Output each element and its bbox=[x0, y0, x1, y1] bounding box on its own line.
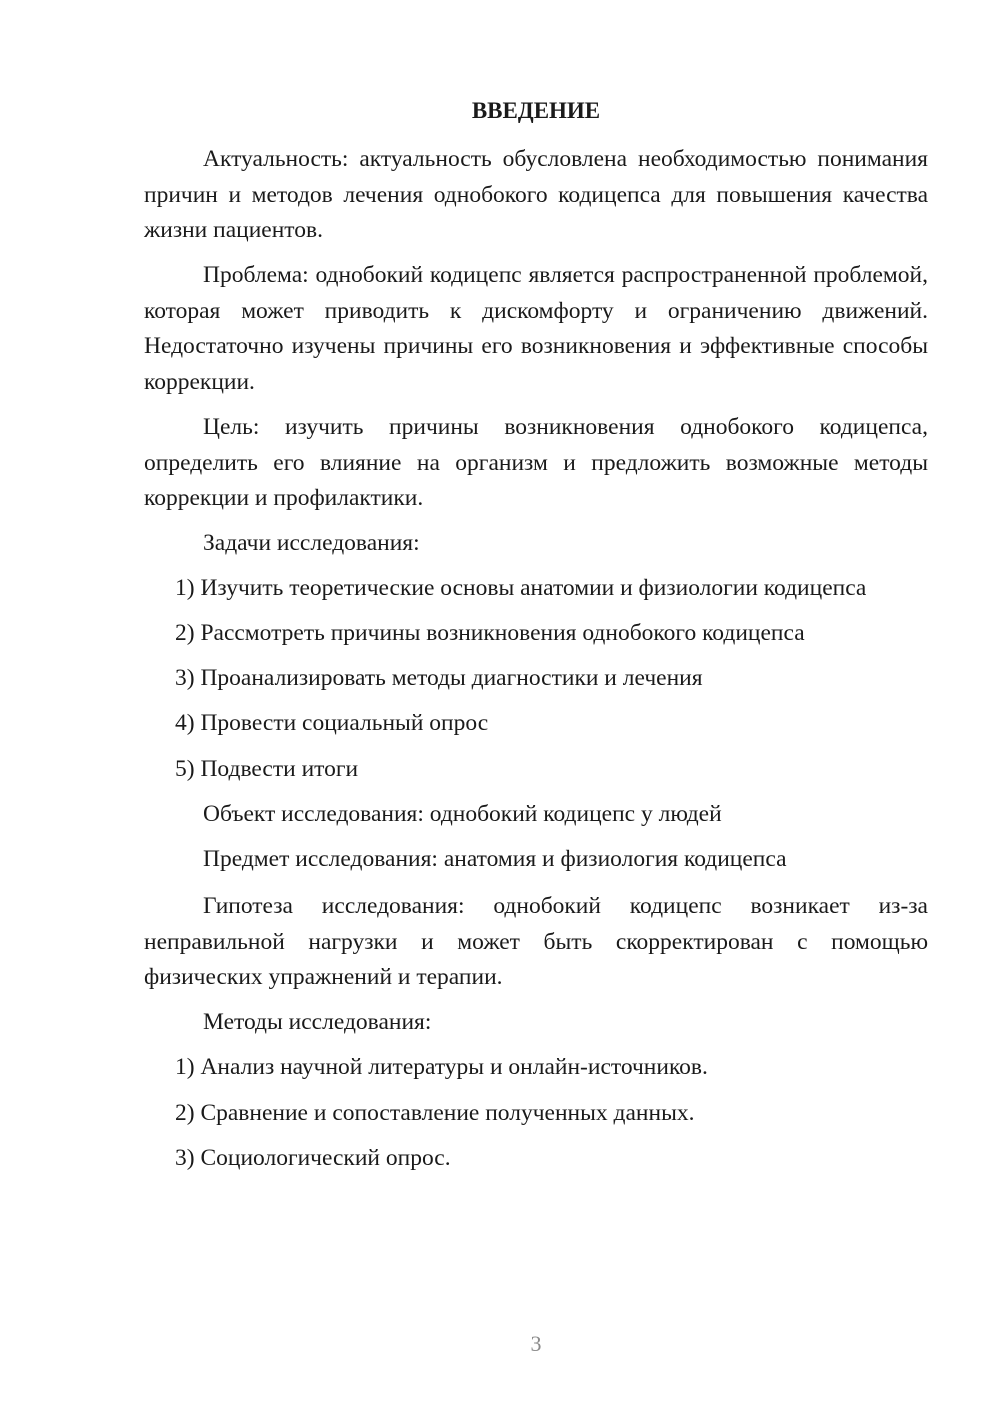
page-title: ВВЕДЕНИЕ bbox=[471, 98, 601, 123]
relevance-paragraph: Актуальность: актуальность обусловлена необходимостью понимания причин и методов лечения однобокого кодицепса для повышения качества жизни пациентов. bbox=[144, 146, 928, 243]
research-subject: Предмет исследования: анатомия и физиология кодицепса bbox=[203, 846, 787, 872]
task-item: 1) Изучить теоретические основы анатомии и физиологии кодицепса bbox=[175, 575, 867, 601]
tasks-heading: Задачи исследования: bbox=[203, 530, 420, 556]
page-number: 3 bbox=[530, 1331, 542, 1356]
task-item: 4) Провести социальный опрос bbox=[175, 710, 489, 736]
method-item: 1) Анализ научной литературы и онлайн-источников. bbox=[175, 1054, 708, 1080]
hypothesis-paragraph: Гипотеза исследования: однобокий кодицепс возникает из-за неправильной нагрузки и может быть скорректирован с помощью физических упражнений и терапии. bbox=[144, 893, 928, 990]
method-item: 2) Сравнение и сопоставление полученных данных. bbox=[175, 1100, 695, 1126]
methods-heading: Методы исследования: bbox=[203, 1009, 432, 1035]
task-item: 3) Проанализировать методы диагностики и лечения bbox=[175, 665, 703, 691]
task-item: 2) Рассмотреть причины возникновения однобокого кодицепса bbox=[175, 620, 805, 646]
document-page bbox=[144, 0, 928, 1414]
method-item: 3) Социологический опрос. bbox=[175, 1145, 451, 1171]
task-item: 5) Подвести итоги bbox=[175, 756, 359, 782]
goal-paragraph: Цель: изучить причины возникновения однобокого кодицепса, определить его влияние на организм и предложить возможные методы коррекции и профилактики. bbox=[144, 414, 928, 511]
research-object: Объект исследования: однобокий кодицепс у людей bbox=[203, 801, 722, 827]
problem-paragraph: Проблема: однобокий кодицепс является распространенной проблемой, которая может приводить к дискомфорту и ограничению движений. Недостаточно изучены причины его возникновения и эффективные способы коррекции. bbox=[144, 262, 928, 395]
